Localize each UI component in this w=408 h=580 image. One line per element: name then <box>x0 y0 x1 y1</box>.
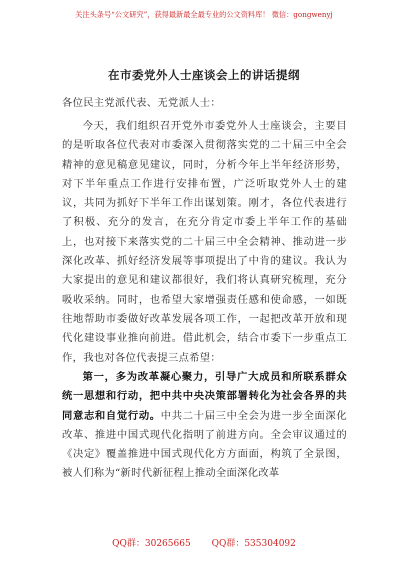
footer-qq-group-2: QQ群：535304092 <box>211 539 296 549</box>
footer-qq-group-1: QQ群：30265665 <box>112 539 191 549</box>
promo-banner: 关注头条号“公文研究”，获得最新最全最专业的公文资料库！ 微信：gongwenyj <box>75 10 333 19</box>
point-one-heading: 第一，多为改革凝心聚力，引导广大成员和所联系群众统一思想和行动，把中共中央决策部署转化为社会各界的共同意志和自觉行动。 <box>62 371 347 422</box>
point-one-body: 中共二十届三中全会为进一步全面深化改革、推进中国式现代化指明了前进方向。全会审议通过的《决定》覆盖推进中国式现代化方方面面，构筑了全景图，被人们称为“新时代新征程上推动全面深化改革 <box>62 409 347 480</box>
salutation: 各位民主党派代表、无党派人士： <box>62 97 221 109</box>
document-title: 在市委党外人士座谈会上的讲话提纲 <box>108 68 300 82</box>
paragraph-point-one <box>62 368 347 484</box>
footer-contact <box>0 536 408 549</box>
paragraph-intro: 今天，我们组织召开党外市委党外人士座谈会，主要目的是听取各位代表对市委深入贯彻落实党的二十届三中全会精神的意见稿意见建议，同时，分析今年上半年经济形势，对下半年重点工作进行安排布置，广泛听取党外人士的建议，共同为抓好下半年工作出谋划策。刚才，各位代表进行了积极、充分的发言，在充分肯定市委上半年工作的基础上，也对接下来落实党的二十届三中全会精神、推动进一步深化改革、抓好经济发展等事项提出了中肯的建议。我认为大家提出的意见和建议都很好，我们将认真研究梳理，充分吸收采纳。同时，也希望大家增强责任感和使命感，一如既往地帮助市委做好改革发展各项工作，一起把改革开放和现代化建设事业推向前进。借此机会，结合市委下一步重点工作，我也对各位代表提三点希望： <box>62 120 347 364</box>
